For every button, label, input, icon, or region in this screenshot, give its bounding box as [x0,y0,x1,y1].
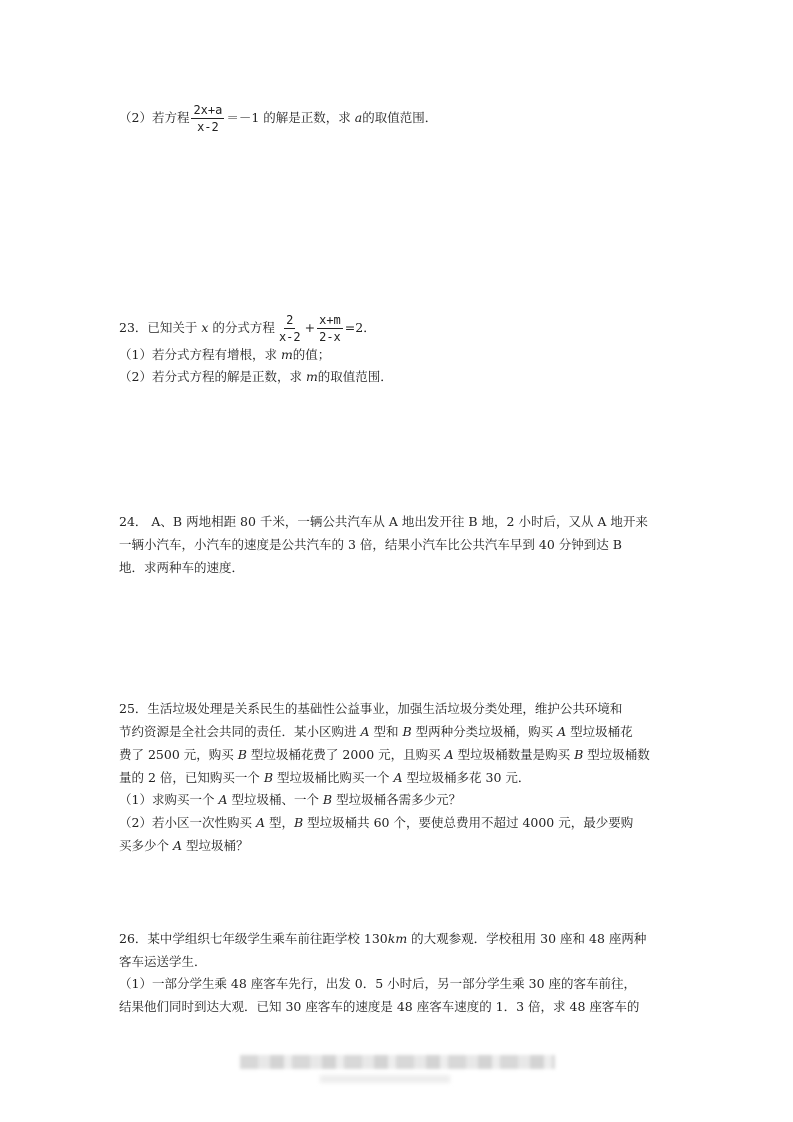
q23-var-x: x [201,320,209,335]
q22-part2-prefix: （2）若方程 [119,110,190,125]
q25-l5-c: 型垃圾桶各需多少元？ [332,792,462,807]
q25-l7-b: 型垃圾桶？ [182,838,249,853]
q26-unit-km: km [387,931,408,946]
q25-l4-type-a: A [393,770,403,785]
q22-frac-denominator: x-2 [197,120,219,134]
q23-part1-var-m: m [280,347,293,362]
q25-l4-a: 量的 2 倍，已知购买一个 [119,770,264,785]
q26-l1-b: 的大观参观．学校租用 30 座和 48 座两种 [407,931,647,946]
q25-l6-type-b: B [293,815,304,830]
q23-frac1-denominator: x-2 [278,330,301,344]
q24-line-3: 地．求两种车的速度． [119,560,245,575]
q23-frac1-numerator: 2 [286,313,294,327]
q22-frac-numerator: 2x+a [193,103,223,117]
q23-part1 [119,346,330,364]
blurred-footer-watermark [240,1055,555,1069]
q23-stem [119,313,376,344]
q25-l6-type-a: A [255,815,265,830]
q25-l7-type-a: A [172,838,183,853]
q26-line-3: （1）一部分学生乘 48 座客车先行，出发 0．5 小时后，另一部分学生乘 30 座的客车前往， [119,976,637,991]
q25-l2-c: 型两种分类垃圾桶，购买 [411,724,558,739]
q25-l3-d: 型垃圾桶数 [583,747,650,762]
blurred-footer-watermark-sub [320,1075,450,1083]
q25-line-5 [119,791,461,809]
q24-line-1: 24． A、B 两地相距 80 千米，一辆公共汽车从 A 地出发开往 B 地，2 小时后，又从 A 地开来 [119,514,648,529]
q25-line-1: 25．生活垃圾处理是关系民生的基础性公益事业，加强生活垃圾分类处理，维护公共环境和 [119,701,623,716]
q25-l3-type-b2: B [574,747,584,762]
q23-fraction-1 [277,313,303,344]
q22-var-a: a [354,110,363,125]
q26-line-2: 客车运送学生． [119,954,207,969]
q23-suffix: =2． [344,320,376,335]
q25-line-2 [119,723,633,741]
q24-line-2: 一辆小汽车，小汽车的速度是公共汽车的 3 倍，结果小汽车比公共汽车早到 40 分钟到达 B [119,537,622,552]
q25-l2-type-a: A [360,724,370,739]
q25-l2-type-b: B [402,724,412,739]
q25-l3-a: 费了 2500 元，购买 [119,747,238,762]
q23-part1-text: （1）若分式方程有增根，求 [119,347,281,362]
q25-l5-b: 型垃圾桶、一个 [227,792,323,807]
q25-l2-type-a2: A [557,724,567,739]
q23-fraction-2 [317,313,343,344]
q25-l4-c: 型垃圾桶多花 30 元． [402,770,531,785]
q25-l6-c: 型垃圾桶共 60 个，要使总费用不超过 4000 元，最少要购 [303,815,634,830]
q23-part2 [119,368,393,386]
q25-l3-b: 型垃圾桶花费了 2000 元，且购买 [246,747,445,762]
q25-l4-type-b: B [263,770,274,785]
q23-part1-end: 的值； [292,347,331,362]
q25-line-3 [119,746,650,764]
q23-part2-var-m: m [305,369,318,384]
q25-l2-a: 节约资源是全社会共同的责任．某小区购进 [119,724,361,739]
q25-l4-b: 型垃圾桶比购买一个 [273,770,394,785]
q25-l7-a: 买多少个 [119,838,173,853]
q26-line-1 [119,930,646,948]
q25-l5-type-a: A [218,792,228,807]
q25-l2-d: 型垃圾桶花 [566,724,633,739]
q25-l6-a: （2）若小区一次性购买 [119,815,256,830]
q23-frac2-numerator: x+m [319,313,341,327]
q22-fraction [191,103,224,134]
q23-part2-end: 的取值范围． [317,369,393,384]
q25-l3-c: 型垃圾桶数量是购买 [453,747,575,762]
q25-l6-b: 型， [264,815,294,830]
q25-l2-b: 型和 [369,724,403,739]
q25-l3-type-b: B [237,747,247,762]
q23-plus: + [304,320,316,335]
q26-l1-a: 26．某中学组织七年级学生乘车前往距学校 130 [119,931,388,946]
q23-text: 的分式方程 [208,320,275,335]
q22-part2-mid: ＝－1 的解是正数，求 [226,110,355,125]
q23-frac2-denominator: 2-x [319,330,341,344]
q26-line-4: 结果他们同时到达大观．已知 30 座客车的速度是 48 座客车速度的 1．3 倍，求 48 座客车的 [119,999,640,1014]
q25-l3-type-a: A [444,747,454,762]
q25-line-6 [119,814,633,832]
q25-line-7 [119,837,249,855]
q22-part2 [119,103,437,134]
q23-prefix: 23．已知关于 [119,320,202,335]
q23-part2-text: （2）若分式方程的解是正数，求 [119,369,306,384]
q25-l5-type-b: B [322,792,333,807]
q25-line-4 [119,769,530,787]
q22-part2-suffix: 的取值范围． [362,110,438,125]
q25-l5-a: （1）求购买一个 [119,792,219,807]
